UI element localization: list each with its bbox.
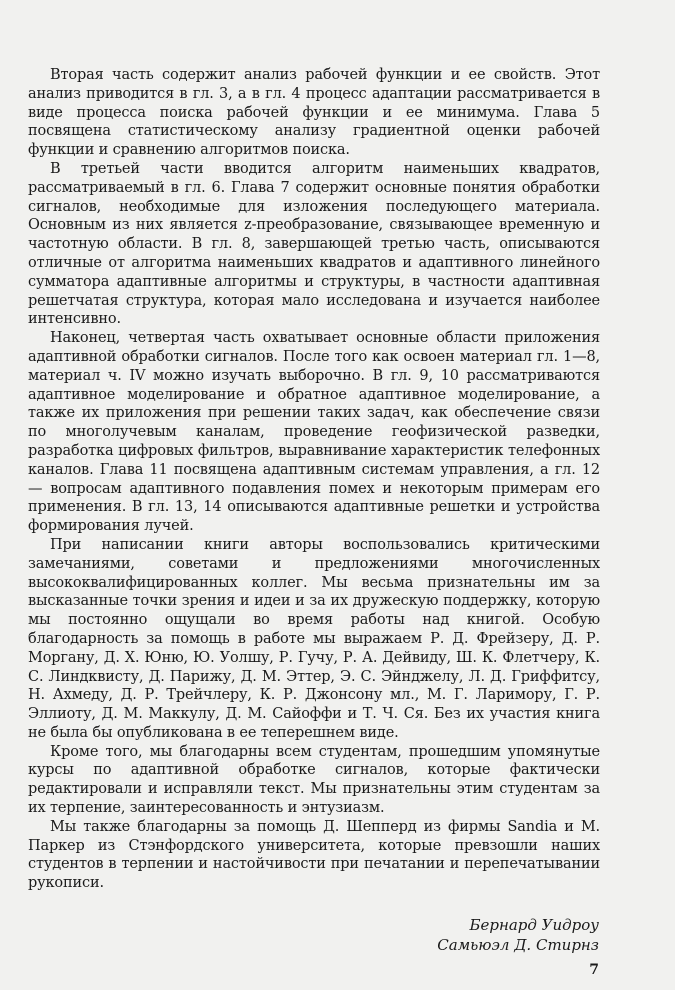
author-signature-widrow: Бернард Уидроу [469, 916, 599, 934]
paragraph-acknowledgements-colleagues: При написании книги авторы воспользовались критическими замечаниями, советами и предложениями многочисленных высококвалифицированных коллег. Мы весьма признательны им за высказанные точки зрения и идеи и за их дружескую поддержку, которую мы постоянно ощущали во время работы над книгой. Особую благодарность за помощь в работе мы выражаем Р. Д. Фрейзеру, Д. Р. Моргану, Д. Х. Юню, Ю. Уолшу, Р. Гучу, Р. А. Дейвиду, Ш. К. Флетчеру, К. С. Линдквисту, Д. Парижу, Д. М. Эттер, Э. С. Эйнджелу, Л. Д. Гриффитсу, Н. Ахмеду, Д. Р. Трейчлеру, К. Р. Джонсону мл., М. Г. Ларимору, Г. Р. Эллиоту, Д. М. Маккулу, Д. М. Сайоффи и Т. Ч. Ся. Без их участия книга не была бы опубликована в ее теперешнем виде. [28, 536, 600, 741]
body-text [28, 66, 600, 893]
author-signature-stearns: Самьюэл Д. Стирнз [437, 936, 599, 954]
paragraph-part-four: Наконец, четвертая часть охватывает основные области приложения адаптивной обработки сигналов. После того как освоен материал гл. 1—8, материал ч. IV можно изучать выборочно. В гл. 9, 10 рассматриваются адаптивное моделирование и обратное адаптивное моделирование, а также их приложения при решении таких задач, как обеспечение связи по многолучевым каналам, проведение геофизической разведки, разработка цифровых фильтров, выравнивание характеристик телефонных каналов. Глава 11 посвящена адаптивным системам управления, а гл. 12 — вопросам адаптивного подавления помех и некоторым примерам его применения. В гл. 13, 14 описываются адаптивные решетки и устройства формирования лучей. [28, 330, 600, 535]
paragraph-part-two: Вторая часть содержит анализ рабочей функции и ее свойств. Этот анализ приводится в гл. 3, а в гл. 4 процесс адаптации рассматривается в виде процесса поиска рабочей функции и ее минимума. Глава 5 посвящена статистическому анализу градиентной оценки рабочей функции и сравнению алгоритмов поиска. [28, 67, 600, 159]
paragraph-acknowledgements-typists: Мы также благодарны за помощь Д. Шепперд из фирмы Sandia и М. Паркер из Стэнфордского университета, которые превзошли наших студентов в терпении и настойчивости при печатании и перепечатывании рукописи. [28, 818, 600, 892]
paragraph-part-three: В третьей части вводится алгоритм наименьших квадратов, рассматриваемый в гл. 6. Глава 7 содержит основные понятия обработки сигналов, необходимые для изложения последующего материала. Основным из них является z-преобразование, связывающее временную и частотную области. В гл. 8, завершающей третью часть, описываются отличные от алгоритма наименьших квадратов и адаптивного линейного сумматора адаптивные алгоритмы и структуры, в частности адаптивная решетчатая структура, которая мало исследована и изучается наиболее интенсивно. [28, 160, 600, 328]
page-number: 7 [589, 962, 599, 978]
paragraph-acknowledgements-students: Кроме того, мы благодарны всем студентам, прошедшим упомянутые курсы по адаптивной обработке сигналов, которые фактически редактировали и исправляли текст. Мы признательны этим студентам за их терпение, заинтересованность и энтузиазм. [28, 743, 600, 817]
